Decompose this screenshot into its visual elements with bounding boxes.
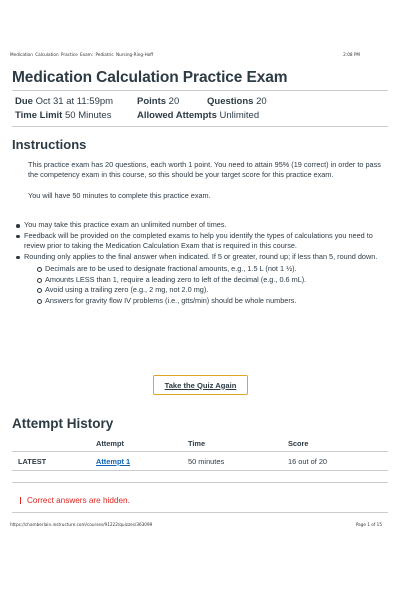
due-info: Due Oct 31 at 11:59pm [15, 96, 114, 107]
correct-answers-hidden-notice [20, 496, 130, 505]
print-url: https://chamberlain.instructure.com/courses/91222/quizzes/363099 [10, 522, 153, 527]
quiz-meta-row-2 [15, 110, 385, 122]
points-info: Points 20 [137, 96, 180, 107]
time-limit-info: Time Limit 50 Minutes [15, 110, 112, 121]
table-header-divider [12, 451, 388, 452]
list-item: You may take this practice exam an unlimited number of times. [14, 220, 386, 231]
column-header-score: Score [288, 439, 309, 448]
questions-info: Questions 20 [207, 96, 267, 107]
footer-divider [12, 512, 388, 513]
table-bottom-divider [12, 470, 388, 471]
notice-text: Correct answers are hidden. [27, 496, 130, 505]
quiz-meta-row-1 [15, 96, 385, 108]
page-title: Medication Calculation Practice Exam [12, 69, 288, 86]
print-breadcrumb: Medication Calculation Practice Exam: Pediatric Nursing-Ring-Hoff [10, 52, 154, 57]
list-item: Decimals are to be used to designate fractional amounts, e.g., 1.5 L (not 1 ½). [36, 264, 386, 275]
list-item: Amounts LESS than 1, require a leading zero to left of the decimal (e.g., 0.6 mL). [36, 275, 386, 286]
instructions-heading: Instructions [12, 137, 87, 152]
list-item: Avoid using a trailing zero (e.g., 2 mg, not 2.0 mg). [36, 285, 386, 296]
rounding-rule-text: Rounding only applies to the final answer when indicated. If 5 or greater, round up; if less than 5, round down. [24, 251, 378, 261]
instructions-paragraph: This practice exam has 20 questions, each worth 1 point. You need to attain 95% (19 correct) in order to pass the competency exam in this course, so this should be your target score for this practice exam. [28, 160, 381, 180]
page-number: Page 1 of 15 [355, 522, 382, 527]
meta-divider [12, 126, 388, 127]
instructions-list [14, 220, 386, 306]
instructions-time-note: You will have 50 minutes to complete this practice exam. [28, 191, 211, 200]
attempt-1-link[interactable]: Attempt 1 [96, 457, 131, 466]
attempt-history-heading: Attempt History [12, 416, 114, 431]
print-header [10, 52, 390, 62]
print-time: 2:08 PM [343, 52, 360, 57]
take-quiz-again-button[interactable]: Take the Quiz Again [153, 375, 248, 395]
list-item: Answers for gravity flow IV problems (i.e., gtts/min) should be whole numbers. [36, 296, 386, 307]
allowed-attempts-info: Allowed Attempts Unlimited [137, 110, 260, 121]
formatting-rules-list [24, 264, 386, 306]
notice-bar-icon [20, 497, 21, 504]
section-divider [12, 482, 388, 483]
attempt-time: 50 minutes [188, 457, 225, 466]
list-item [14, 252, 386, 307]
column-header-attempt: Attempt [96, 439, 124, 448]
title-divider [12, 90, 388, 91]
attempt-score: 16 out of 20 [288, 457, 328, 466]
list-item: Feedback will be provided on the completed exams to help you identify the types of calculations you need to review prior to taking the Medication Calculation Exam that is required in this course. [14, 231, 386, 252]
column-header-time: Time [188, 439, 206, 448]
latest-label: LATEST [18, 457, 47, 466]
